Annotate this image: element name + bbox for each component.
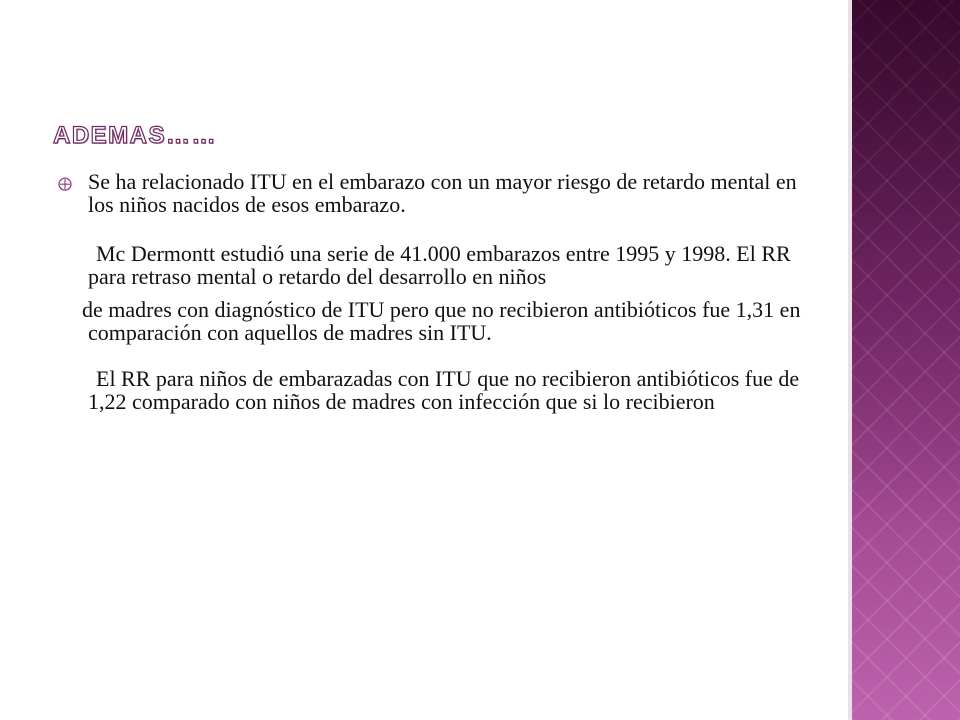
paragraph-2: Mc Dermontt estudió una serie de 41.000 embarazos entre 1995 y 1998. El RR para retraso mental o retardo del desarrollo en niños: [88, 241, 791, 289]
paragraph-3: de madres con diagnóstico de ITU pero que no recibieron antibióticos fue 1,31 en comparación con aquellos de madres sin ITU.: [82, 297, 801, 345]
slide-title: ADEMAS……: [53, 122, 218, 149]
decorative-side-band: [852, 0, 960, 720]
paragraph-1: [58, 170, 818, 216]
circled-plus-bullet-icon: ⨁: [58, 177, 72, 192]
paragraph-4: El RR para niños de embarazadas con ITU que no recibieron antibióticos fue de 1,22 comparado con niños de madres con infección que si lo recibieron: [88, 366, 800, 414]
slide-body: [58, 170, 818, 413]
paragraph-1-text: Se ha relacionado ITU en el embarazo con un mayor riesgo de retardo mental en los niños nacidos de esos embarazo.: [88, 169, 797, 217]
